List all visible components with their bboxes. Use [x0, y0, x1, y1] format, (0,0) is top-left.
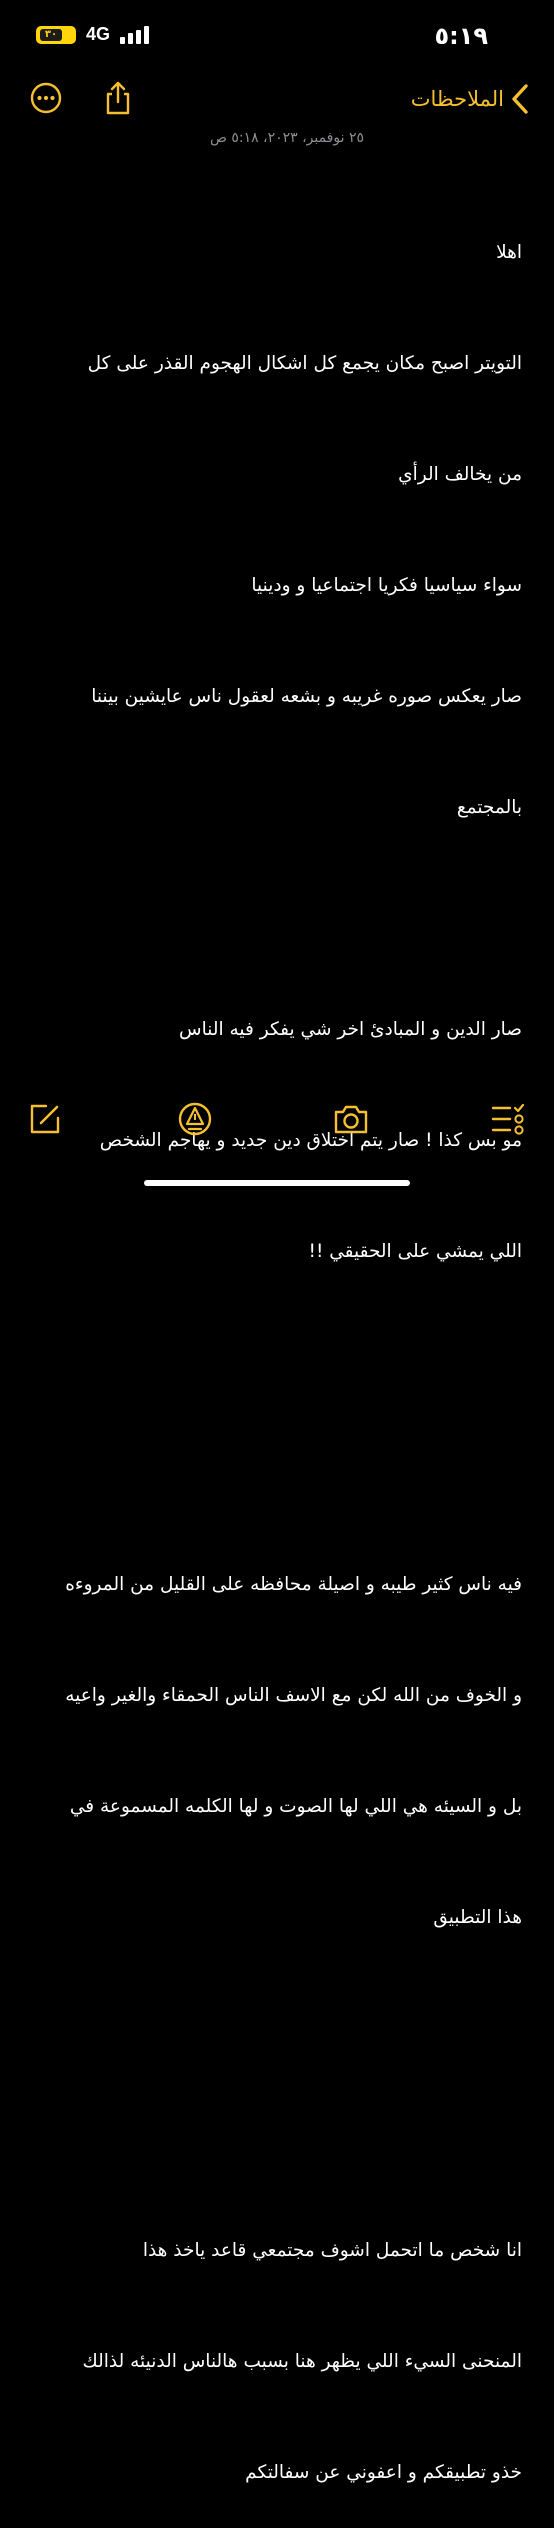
- note-line: اهلا: [496, 242, 522, 263]
- battery-level: ٣٠: [40, 29, 62, 41]
- note-line: صار الدين و المبادئ اخر شي يفكر فيه الناس: [179, 1019, 522, 1040]
- note-line: [26, 1344, 522, 1381]
- navigation-bar: [0, 76, 554, 124]
- note-date: ٢٥ نوفمبر، ٢٠٢٣، ٥:١٨ ص: [209, 130, 364, 146]
- note-line: المنحنى السيء اللي يظهر هنا بسبب هالناس الدنيئه لذالك: [82, 2351, 522, 2372]
- ellipsis-circle-icon[interactable]: [30, 82, 62, 114]
- note-line: اللي يمشي على الحقيقي !!: [308, 1241, 522, 1262]
- checklist-icon[interactable]: [488, 1100, 526, 1138]
- back-button-label: الملاحظات: [410, 87, 504, 111]
- note-line: [26, 2121, 522, 2158]
- camera-icon[interactable]: [332, 1100, 370, 1138]
- note-body[interactable]: [26, 160, 522, 2528]
- status-time: ٥:١٩: [434, 22, 488, 50]
- note-line: هذا التطبيق: [433, 1907, 522, 1928]
- note-line: بل و السيئه هي اللي لها الصوت و لها الكلمه المسموعة في: [69, 1796, 522, 1817]
- note-line: من يخالف الرأي: [398, 464, 522, 485]
- note-line: مو بس كذا ! صار يتم اختلاق دين جديد و يهاجم الشخص: [99, 1130, 522, 1151]
- compose-icon[interactable]: [26, 1100, 64, 1138]
- chevron-left-icon: [506, 82, 534, 116]
- note-line: صار يعكس صوره غريبه و بشعه لعقول ناس عايشين بيننا: [91, 686, 522, 707]
- note-line: فيه ناس كثير طيبه و اصيلة محافظه على القليل من المروءه: [65, 1574, 522, 1595]
- note-line: بالمجتمع: [456, 797, 522, 818]
- note-line: خذو تطبيقكم و اعفوني عن سفالتكم: [245, 2462, 522, 2483]
- status-bar: [0, 0, 554, 70]
- note-line: و الخوف من الله لكن مع الاسف الناس الحمقاء والغير واعيه: [65, 1685, 522, 1706]
- home-indicator[interactable]: [144, 1180, 410, 1186]
- battery-icon: [36, 26, 76, 44]
- bottom-toolbar: [0, 1100, 554, 1144]
- note-line: سواء سياسيا فكريا اجتماعيا و ودينيا: [251, 575, 522, 596]
- back-button[interactable]: [411, 82, 534, 116]
- pen-tip-circle-icon[interactable]: [176, 1100, 214, 1138]
- share-icon[interactable]: [102, 80, 134, 116]
- note-line: [26, 2010, 522, 2047]
- note-line: [26, 900, 522, 937]
- note-line: انا شخص ما اتحمل اشوف مجتمعي قاعد ياخذ هذا: [142, 2240, 522, 2261]
- note-line: [26, 1455, 522, 1492]
- note-line: التويتر اصبح مكان يجمع كل اشكال الهجوم القذر على كل: [87, 353, 522, 374]
- network-type: 4G: [86, 24, 111, 44]
- signal-bars-icon: [120, 26, 152, 44]
